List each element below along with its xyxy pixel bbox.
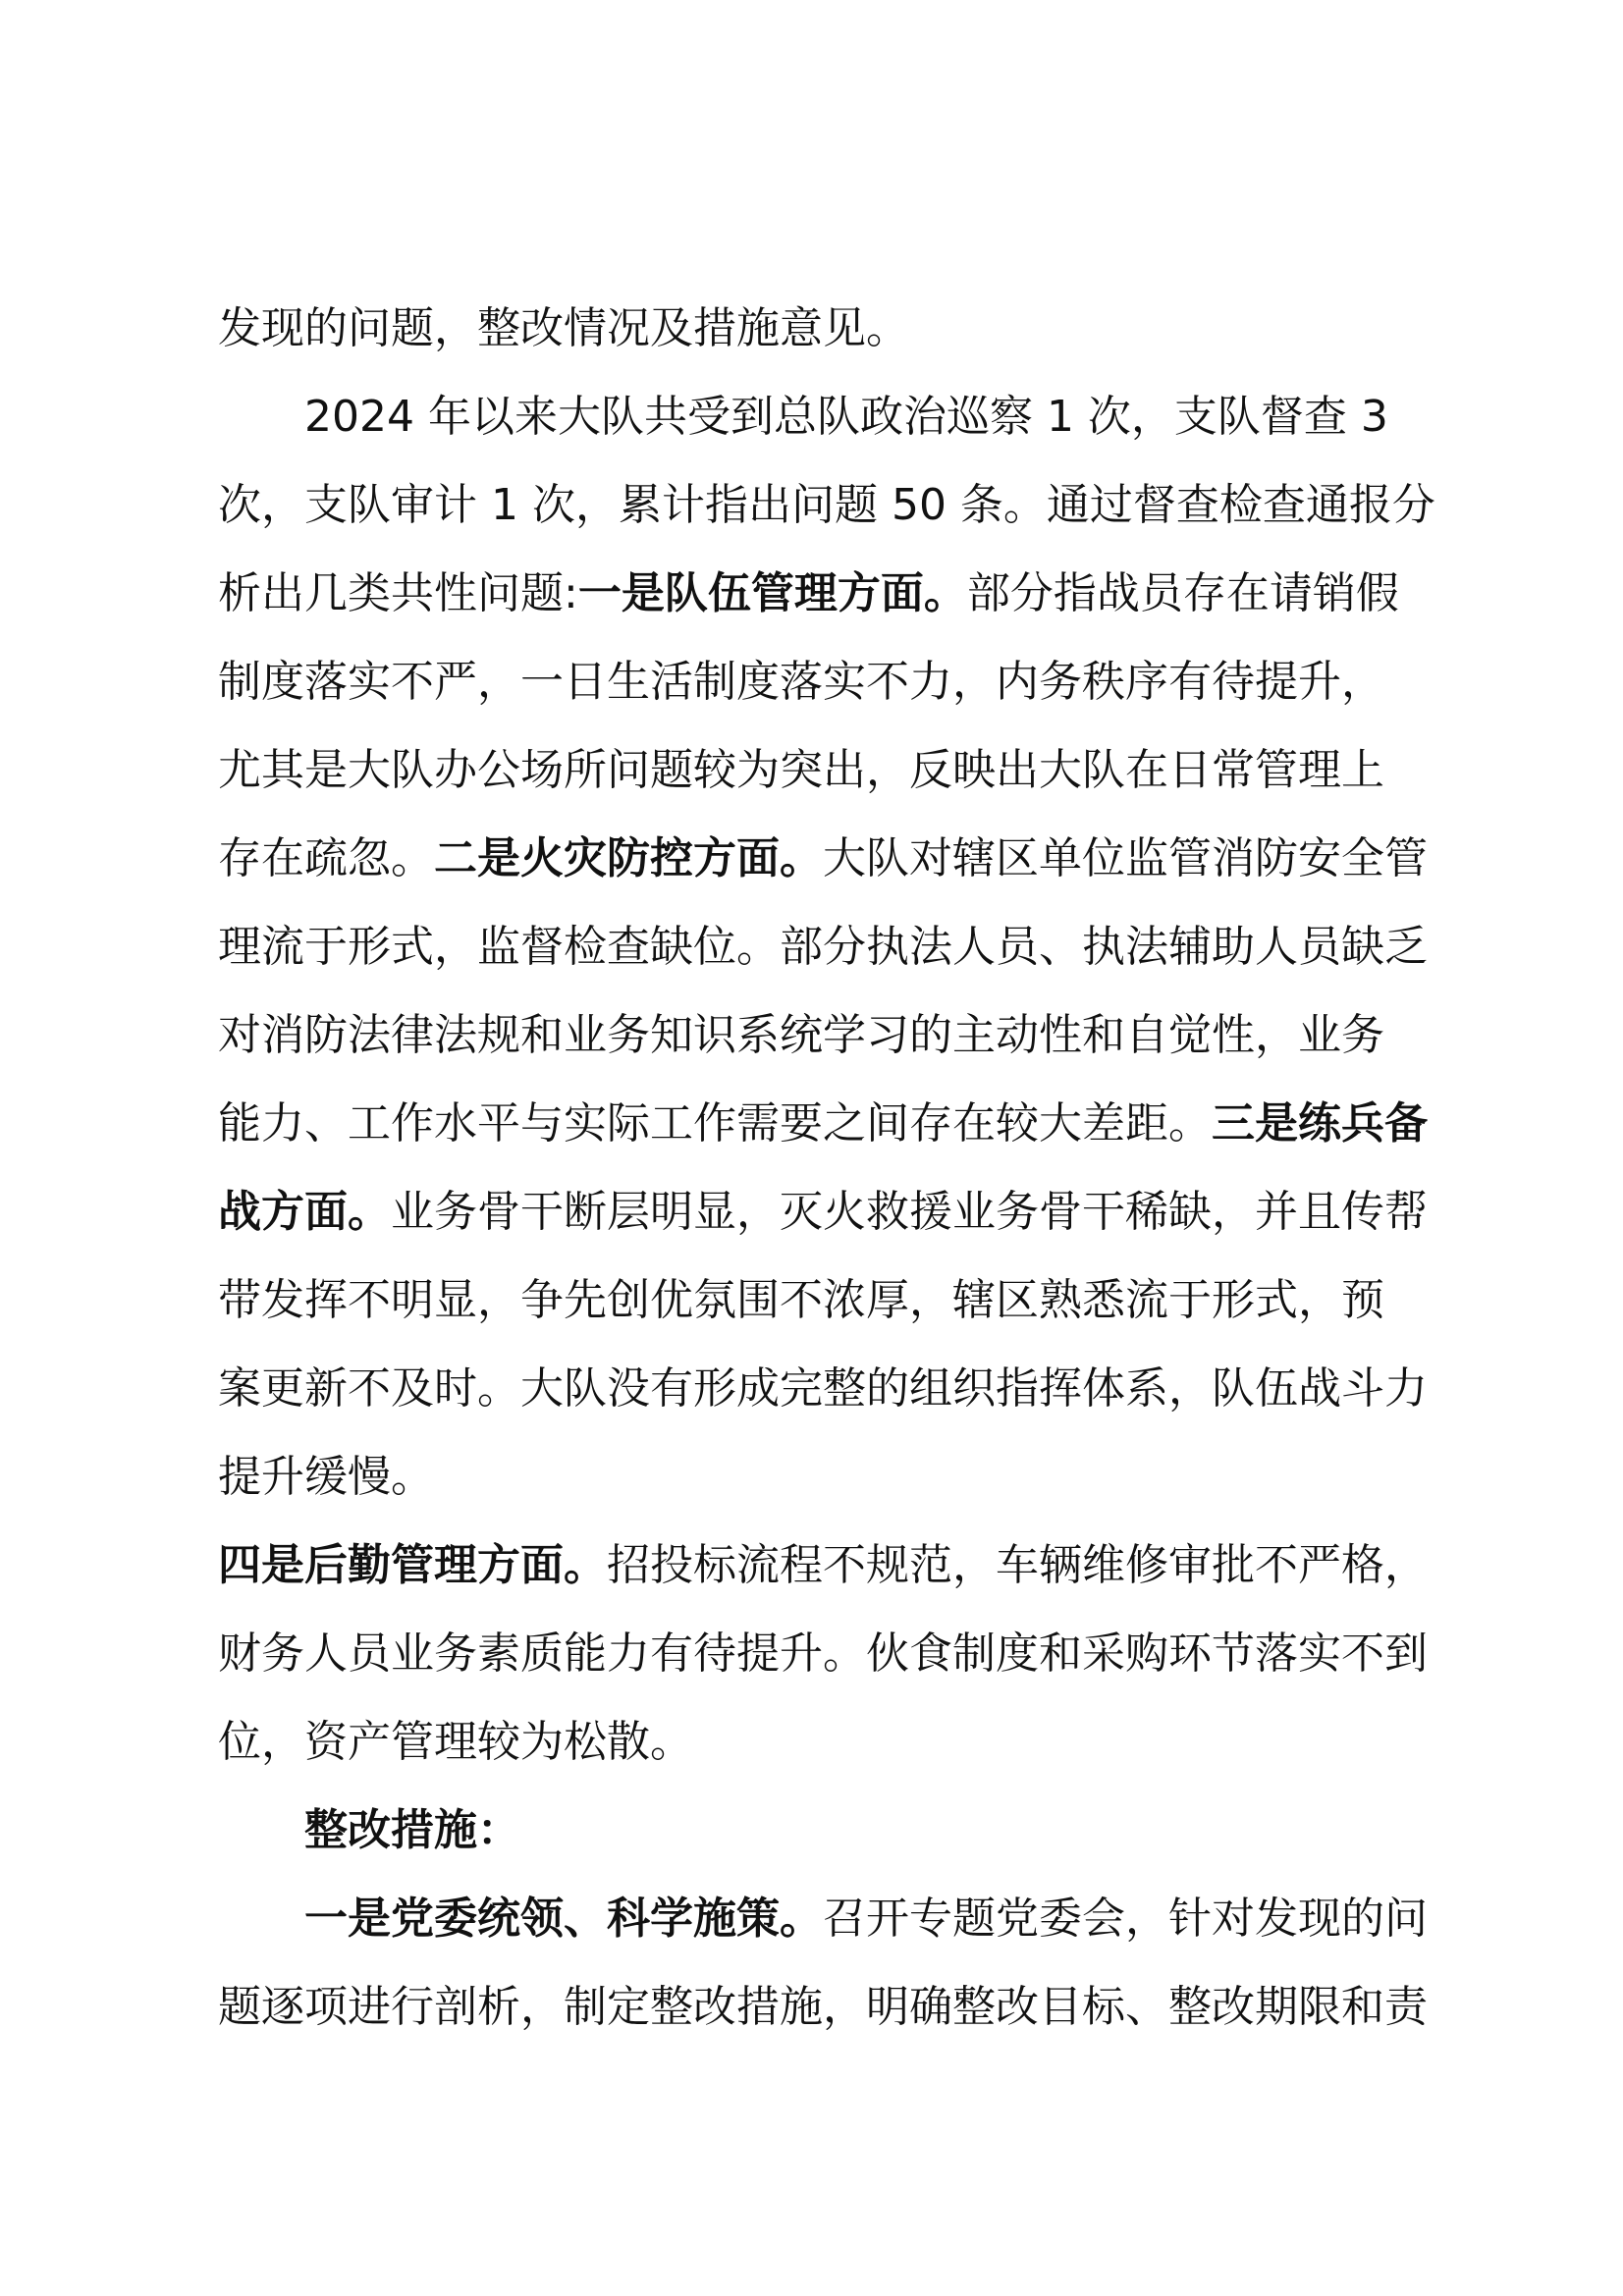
text-line: 财务人员业务素质能力有待提升。伙食制度和采购环节落实不到: [218, 1629, 1428, 1679]
bold-point-5: 一是党委统领、科学施策。: [304, 1894, 823, 1944]
section-heading-rectification: 整改措施：: [304, 1805, 520, 1855]
bold-point-4: 四是后勤管理方面。: [218, 1540, 607, 1590]
text-line: 2024 年以来大队共受到总队政治巡察 1 次，支队督查 3: [304, 392, 1388, 442]
text-line: 尤其是大队办公场所问题较为突出，反映出大队在日常管理上: [218, 745, 1384, 795]
text-line: 次，支队审计 1 次，累计指出问题 50 条。通过督查检查通报分: [218, 480, 1435, 530]
text-line: [218, 815, 1435, 903]
text-segment: 大队对辖区单位监管消防安全管: [823, 833, 1428, 883]
text-line: [218, 1168, 1435, 1256]
text-segment: 召开专题党委会，针对发现的问: [823, 1894, 1428, 1944]
text-line: [218, 1522, 1435, 1610]
text-line: 位，资产管理较为松散。: [218, 1717, 693, 1767]
text-line: 理流于形式，监督检查缺位。部分执法人员、执法辅助人员缺乏: [218, 922, 1428, 972]
text-line: 发现的问题，整改情况及措施意见。: [218, 303, 909, 353]
text-segment: 能力、工作水平与实际工作需要之间存在较大差距。: [218, 1098, 1212, 1148]
bold-point-3b: 战方面。: [218, 1187, 391, 1237]
text-segment: 业务骨干断层明显，灭火救援业务骨干稀缺，并且传帮: [391, 1187, 1428, 1237]
bold-point-3a: 三是练兵备: [1212, 1098, 1428, 1148]
document-body: [218, 285, 1435, 2052]
paragraph-logistics: [218, 1522, 1435, 1787]
text-segment: 析出几类共性问题:: [218, 568, 578, 618]
paragraph-measure-1: [218, 1875, 1435, 2052]
text-line: 带发挥不明显，争先创优氛围不浓厚，辖区熟悉流于形式，预: [218, 1275, 1384, 1325]
text-line: 对消防法律法规和业务知识系统学习的主动性和自觉性，业务: [218, 1010, 1384, 1060]
text-line: 题逐项进行剖析，制定整改措施，明确整改目标、整改期限和责: [218, 1982, 1428, 2032]
intro-line: [218, 285, 1435, 373]
text-segment: 部分指战员存在请销假: [966, 568, 1399, 618]
text-segment: 招投标流程不规范，车辆维修审批不严格，: [607, 1540, 1428, 1590]
text-line: [218, 1080, 1435, 1168]
text-line: [218, 1875, 1435, 1963]
paragraph-common-problems: [218, 373, 1435, 1522]
text-segment: 存在疏忽。: [218, 833, 434, 883]
text-line: [218, 550, 1435, 638]
text-line: 案更新不及时。大队没有形成完整的组织指挥体系，队伍战斗力: [218, 1363, 1428, 1414]
bold-point-2: 二是火灾防控方面。: [434, 833, 823, 883]
bold-point-1: 一是队伍管理方面。: [577, 568, 967, 618]
text-line: 提升缓慢。: [218, 1452, 434, 1502]
text-line: 制度落实不严，一日生活制度落实不力，内务秩序有待提升，: [218, 657, 1384, 707]
